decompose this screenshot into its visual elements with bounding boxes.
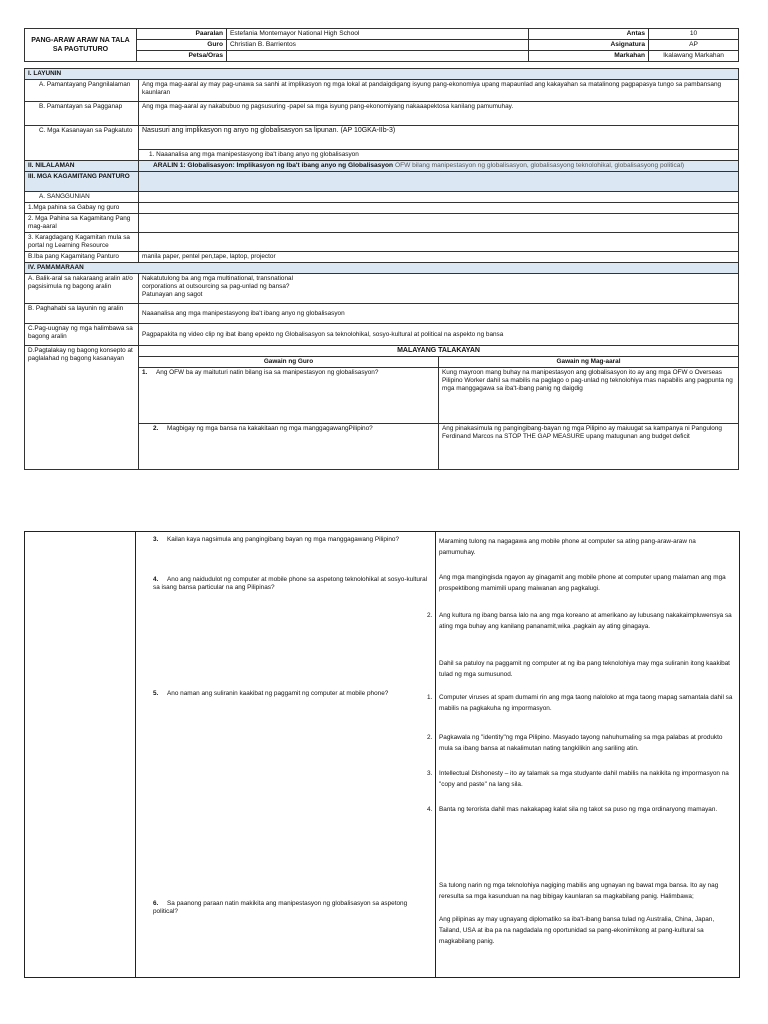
answer-5-2 [427,732,733,754]
kagamitan-row2-blank [139,214,739,233]
layunin-b-label: B. Pamantayan sa Pagganap [25,102,139,126]
lesson-plan-page-1 [24,28,738,470]
layunin-a-text: Ang mga mag-aaral ay may pag-unawa sa sanhi at implikasyon ng mga lokal at pandaigdigang isyung pang-ekonomiya upang mapaunlad ang kakayahan sa matalinong pagpapasya tungo sa pambansang kaunlaran [139,80,739,102]
petsa-value [227,51,529,62]
question-2-number: 2. [153,425,159,432]
kagamitan-row2: 2. Mga Pahina sa Kagamitang Pang mag-aaral [25,214,139,233]
guro-label: Guro [137,40,227,51]
kagamitan-row1: 1.Mga pahina sa Gabay ng guro [25,203,139,214]
question-4-number: 4. [153,576,159,583]
question-4 [153,576,428,592]
pamamaraan-b-label: B. Paghahabi sa layunin ng aralin [25,304,139,324]
kagamitan-row4-text: manila paper, pentel pen,tape, laptop, projector [139,252,739,263]
kagamitan-heading: III. MGA KAGAMITANG PANTURO [25,172,139,192]
answer-4-1: Ang mga mangingisda ngayon ay ginagamit ang mobile phone at computer upang malaman ang mga prospektibong mamimili upang maiwanan ang pagkalugi. [439,574,726,592]
question-2-text: Magbigay ng mga bansa na kakakitaan ng mga manggagawangPilipino? [167,425,373,432]
sanggunian-label: A. SANGGUNIAN [25,192,139,203]
kagamitan-row3-blank [139,233,739,252]
paaralan-label: Paaralan [137,29,227,40]
page2-guro-column [135,532,436,977]
answer-4-2-text: Ang kultura ng ibang bansa lalo na ang mga koreano at amerikano ay lubusang nakakaimpluwensya sa ating mga buhay ang kanilang pananamit,wika ,pagkain ay ating ginagaya. [439,612,732,630]
kagamitan-row4: B.Iba pang Kagamitang Panturo [25,252,139,263]
answer-4-2-number: 2. [427,612,433,619]
question-3-number: 3. [153,536,159,543]
asignatura-label: Asignatura [529,40,649,51]
answer-4-2 [427,610,733,632]
answer-2: Ang pinakasimula ng pangingibang-bayan ng mga Pilipino ay maiuugat sa kampanya ni Pangulong Ferdinand Marcos na STOP THE GAP MEASURE upang matugunan ang budget deficit [439,424,739,470]
kagamitan-heading-blank [139,172,739,192]
question-6-text: Sa paanong paraan natin makikita ang manipestasyon ng globalisasyon sa aspetong political? [153,900,408,915]
pamamaraan-a-label: A. Balik-aral sa nakaraang aralin at/o pagsisimula ng bagong aralin [25,274,139,304]
answer-6-2: Ang pilipinas ay may ugnayang diplomatiko sa iba't-ibang bansa tulad ng Australia, China, Japan, Tailand, USA at iba pa na nagdadala ng oportunidad sa pang-ekonimikong at pang-kultural sa magkabilang panig. [439,916,715,945]
answer-5-3 [427,768,733,790]
sanggunian-blank [139,192,739,203]
kagamitan-row1-blank [139,203,739,214]
answer-5-2-number: 2. [427,734,433,741]
answer-6: Sa tulong narin ng mga teknolohiya nagiging mabilis ang ugnayan ng bawat mga bansa. Ito ay nag reresulta sa mga kasunduan na nag bibigay kaunlaran sa magkabilang panig. Halimbawa; [439,882,719,900]
petsa-label: Petsa/Oras [137,51,227,62]
question-5-number: 5. [153,690,159,697]
paaralan-value: Estefania Montemayor National High School [227,29,529,40]
lesson-plan-page-2 [24,531,740,978]
page2-magaaral-column [427,532,739,977]
pamamaraan-b-text: Naaanalisa ang mga manipestasyong iba't ibang anyo ng globalisasyon [139,304,739,324]
answer-1: Kung mayroon mang buhay na manipestasyon ang globalisasyon ito ay ang mga OFW o Overseas Pilipino Worker dahil sa mabilis na paglago o pag-unlad ng teknolohiya mas napabilis ang pagpunta ng mga manggagawa sa iba't-ibang panig ng daigdig [439,368,739,424]
question-4-text: Ano ang naidudulot ng computer at mobile phone sa aspetong teknolohikal at sosyo-kultural sa isang bansa particular na ang Pilipinas? [153,576,428,591]
answer-5-3-number: 3. [427,770,433,777]
question-2 [139,424,439,470]
question-5 [153,690,433,698]
layunin-b-text: Ang mga mag-aaral ay nakabubuo ng pagsusuring -papel sa mga isyung pang-ekonomiyang nakaaapektosa kanilang pamumuhay. [139,102,739,126]
question-1-text: Ang OFW ba ay maituturi natin bilang isa sa manipestasyon ng globalisasyon? [156,369,379,376]
markahan-label: Markahan [529,51,649,62]
answer-5-1 [427,692,733,714]
answer-5-3-text: Intellectual Dishonesty – ito ay talamak sa mga studyante dahil mabilis na nakikita ng impormasyon na "copy and paste" na lang sila. [439,770,729,788]
document-title: PANG-ARAW ARAW NA TALA SA PAGTUTURO [25,29,137,62]
header-table [24,28,739,62]
answer-5-4 [427,804,733,815]
antas-value: 10 [649,29,739,40]
nilalaman-heading: II. NILALAMAN [25,161,139,172]
pamamaraan-c-text: Pagpapakita ng video clip ng ibat ibang epekto ng Globalisasyon sa teknolohikal, sosyo-kultural at political na aspekto ng bansa [139,324,739,346]
question-1 [139,368,439,424]
nilalaman-topic-cell [139,161,739,172]
layunin-heading: I. LAYUNIN [25,69,739,80]
asignatura-value: AP [649,40,739,51]
pamamaraan-heading: IV. PAMAMARAAN [25,263,739,274]
layunin-c-label: C. Mga Kasanayan sa Pagkatuto [25,126,139,161]
answer-5-4-number: 4. [427,806,433,813]
question-1-number: 1. [142,369,148,376]
question-5-text: Ano naman ang suliranin kaakibat ng paggamit ng computer at mobile phone? [167,690,389,697]
question-6 [153,900,423,916]
question-3-text: Kailan kaya nagsimula ang pangingibang bayan ng mga manggagawang Pilipino? [167,536,400,543]
question-6-number: 6. [153,900,159,907]
guro-value: Christian B. Barrientos [227,40,529,51]
lesson-body-table [24,68,739,470]
layunin-a-label: A. Pamantayang Pangnilalaman [25,80,139,102]
layunin-c-text: Nasusuri ang implikasyon ng anyo ng globalisasyon sa lipunan. (AP 10GKA-IIb-3) [139,126,739,150]
gawain-guro-header: Gawain ng Guro [139,357,439,368]
nilalaman-topic-extra: OFW bilang manipestasyon ng globalisasyon, globalisasyong teknolohikal, globalisasyong political) [394,162,685,169]
question-3 [153,536,423,544]
answer-5-1-number: 1. [427,694,433,701]
nilalaman-topic: ARALIN 1: Globalisasyon: Implikasyon ng Iba't ibang anyo ng Globalisasyon [153,162,394,169]
answer-5-1-text: Computer viruses at spam dumami rin ang mga taong naloloko at mga taong mapag samantala dahil sa mabilis na pagkakuha ng impormasyon. [439,694,733,712]
pamamaraan-a-text: Nakatutulong ba ang mga multinational, transnational corporations at outsourcing sa pag-unlad ng bansa? Patunayan ang sagot [139,274,739,304]
answer-5-intro: Dahil sa patuloy na paggamit ng computer at ng iba pang teknolohiya may mga suliranin itong kaakibat tulad ng mga sumusunod. [439,660,730,678]
pamamaraan-d-label: D.Pagtalakay ng bagong konsepto at paglalahad ng bagong kasanayan [25,346,139,470]
kagamitan-row3: 3. Karagdagang Kagamitan mula sa portal ng Learning Resource [25,233,139,252]
antas-label: Antas [529,29,649,40]
answer-5-2-text: Pagkawala ng "identity"ng mga Pilipino. Masyado tayong nahuhumaling sa mga palabas at produkto mula sa ibang bansa at nakalimutan nating tangkilikin ang sariling atin. [439,734,723,752]
malayang-talakayan: MALAYANG TALAKAYAN [139,346,739,357]
pamamaraan-c-label: C.Pag-uugnay ng mga halimbawa sa bagong aralin [25,324,139,346]
layunin-c-sub: 1. Naaanalisa ang mga manipestasyong iba't ibang anyo ng globalisasyon [139,150,739,161]
markahan-value: Ikalawang Markahan [649,51,739,62]
page2-label-column [25,532,136,977]
answer-3: Maraming tulong na nagagawa ang mobile phone at computer sa ating pang-araw-araw na pamumuhay. [439,538,696,556]
gawain-magaaral-header: Gawain ng Mag-aaral [439,357,739,368]
answer-5-4-text: Banta ng terorista dahil mas nakakapag kalat sila ng takot sa puso ng mga ordinaryong mamayan. [439,806,718,813]
